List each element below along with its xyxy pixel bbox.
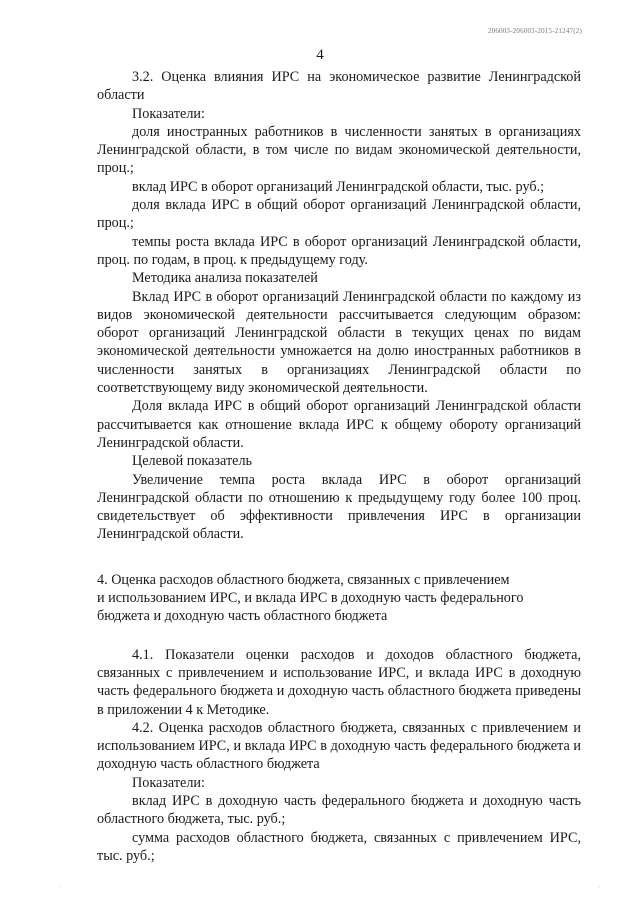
document-body xyxy=(97,68,581,865)
page-number: 4 xyxy=(316,47,324,63)
method-paragraph-contribution: Вклад ИРС в оборот организаций Ленинградской области по каждому из видов экономической деятельности рассчитывается следующим образом: оборот организаций Ленинградской области в текущих ценах по видам экономической деятельности умножается на долю иностранных работников в численности занятых в организациях Ленинградской области по соответствующему виду экономической деятельности. xyxy=(97,288,581,397)
indicator-foreign-workers-share: доля иностранных работников в численности занятых в организациях Ленинградской области, в том числе по видам экономической деятельности, проц.; xyxy=(97,123,581,177)
indicator-budget-revenue-contribution: вклад ИРС в доходную часть федерального бюджета и доходную часть областного бюджета, тыс. руб.; xyxy=(97,792,581,828)
section-3-2-indicators-label: Показатели: xyxy=(132,105,205,122)
method-label: Методика анализа показателей xyxy=(132,270,318,287)
paragraph-4-1: 4.1. Показатели оценки расходов и доходов областного бюджета, связанных с привлечением и использование ИРС, и вклада ИРС в доходную часть федерального бюджета и доходную часть областного бюджета приведены в приложении 4 к Методике. xyxy=(97,646,581,718)
paragraph-4-2: 4.2. Оценка расходов областного бюджета, связанных с привлечением и использованием ИРС, и вклада ИРС в доходную часть федерального бюджета и доходную часть областного бюджета xyxy=(97,719,581,773)
scan-mark: · xyxy=(598,883,601,892)
indicator-irs-growth-rate: темпы роста вклада ИРС в оборот организаций Ленинградской области, проц. по годам, в проц. к предыдущему году. xyxy=(97,233,581,268)
section-4-indicators-label: Показатели: xyxy=(132,774,205,791)
document-code: 206003-206003-2015-21247(2) xyxy=(487,27,582,35)
target-label: Целевой показатель xyxy=(132,453,252,470)
indicator-irs-contribution: вклад ИРС в оборот организаций Ленинградской области, тыс. руб.; xyxy=(132,178,545,195)
spacer xyxy=(97,626,581,646)
spacer xyxy=(97,544,581,571)
indicator-irs-contribution-share: доля вклада ИРС в общий оборот организаций Ленинградской области, проц.; xyxy=(97,197,581,232)
section-4-heading-line-2: и использованием ИРС, и вклада ИРС в доходную часть федерального xyxy=(97,590,524,607)
section-4-heading-line-1: 4. Оценка расходов областного бюджета, связанных с привлечением xyxy=(97,571,510,588)
section-4-heading-line-3: бюджета и доходную часть областного бюджета xyxy=(97,608,388,625)
section-3-2-title: 3.2. Оценка влияния ИРС на экономическое развитие Ленинградской области xyxy=(97,69,581,104)
target-text: Увеличение темпа роста вклада ИРС в оборот организаций Ленинградской области по отношению к предыдущему году более 100 проц. свидетельствует об эффективности привлечения ИРС в организации Ленинградской области. xyxy=(97,471,581,543)
scan-mark: · xyxy=(58,883,61,892)
method-paragraph-share: Доля вклада ИРС в общий оборот организаций Ленинградской области рассчитывается как отношение вклада ИРС к общему обороту организаций Ленинградской области. xyxy=(97,398,581,451)
indicator-budget-expenses: сумма расходов областного бюджета, связанных с привлечением ИРС, тыс. руб.; xyxy=(97,829,581,864)
